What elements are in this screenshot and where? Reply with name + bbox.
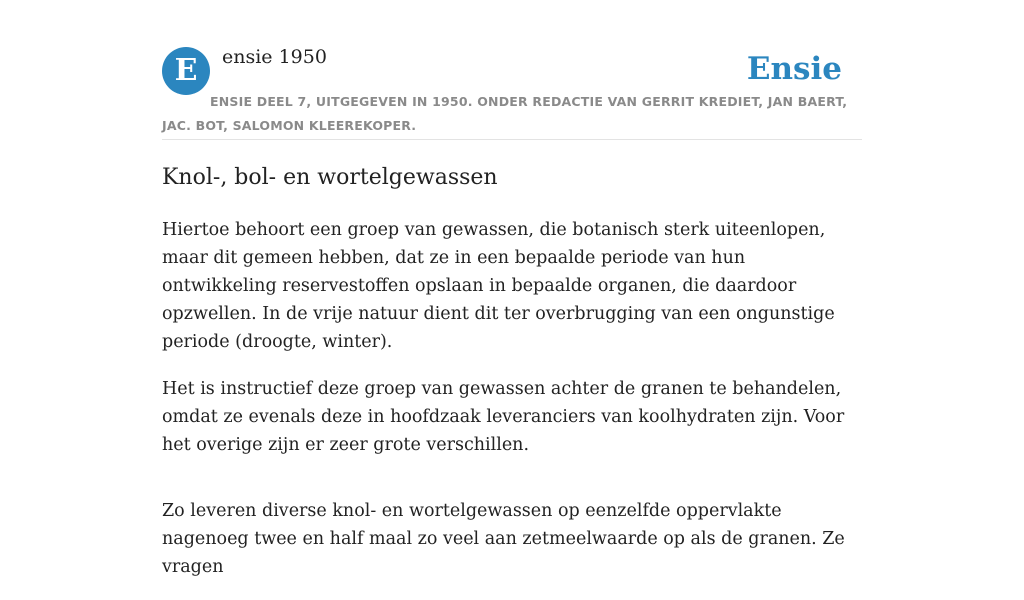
source-description: ENSIE DEEL 7, UITGEGEVEN IN 1950. ONDER REDACTIE VAN GERRIT KREDIET, JAN BAERT, JAC. BOT, SALOMON KLEEREKOPER. — [162, 94, 848, 133]
ensie-logo[interactable]: E — [162, 47, 210, 95]
article-body — [162, 216, 862, 600]
source-name[interactable]: ensie 1950 — [222, 46, 327, 68]
paragraph: Hiertoe behoort een groep van gewassen, die botanisch sterk uiteenlopen, maar dit gemeen hebben, dat ze in een bepaalde periode van hun ontwikkeling reservestoffen opslaan in bepaalde organen, die daardoor opzwellen. In de vrije natuur dient dit ter overbrugging van een ongunstige periode (droogte, winter). — [162, 220, 835, 352]
site-header — [162, 44, 862, 140]
brand-logo[interactable]: Ensie — [746, 51, 842, 87]
article-title: Knol-, bol- en wortelgewassen — [162, 165, 498, 190]
paragraph: Zo leveren diverse knol- en wortelgewassen op eenzelfde oppervlakte nagenoeg twee en half maal zo veel aan zetmeelwaarde op als de granen. Ze vragen — [162, 501, 845, 577]
paragraph: Het is instructief deze groep van gewassen achter de granen te behandelen, omdat ze evenals deze in hoofdzaak leveranciers van koolhydraten zijn. Voor het overige zijn er zeer grote verschillen. — [162, 379, 845, 455]
